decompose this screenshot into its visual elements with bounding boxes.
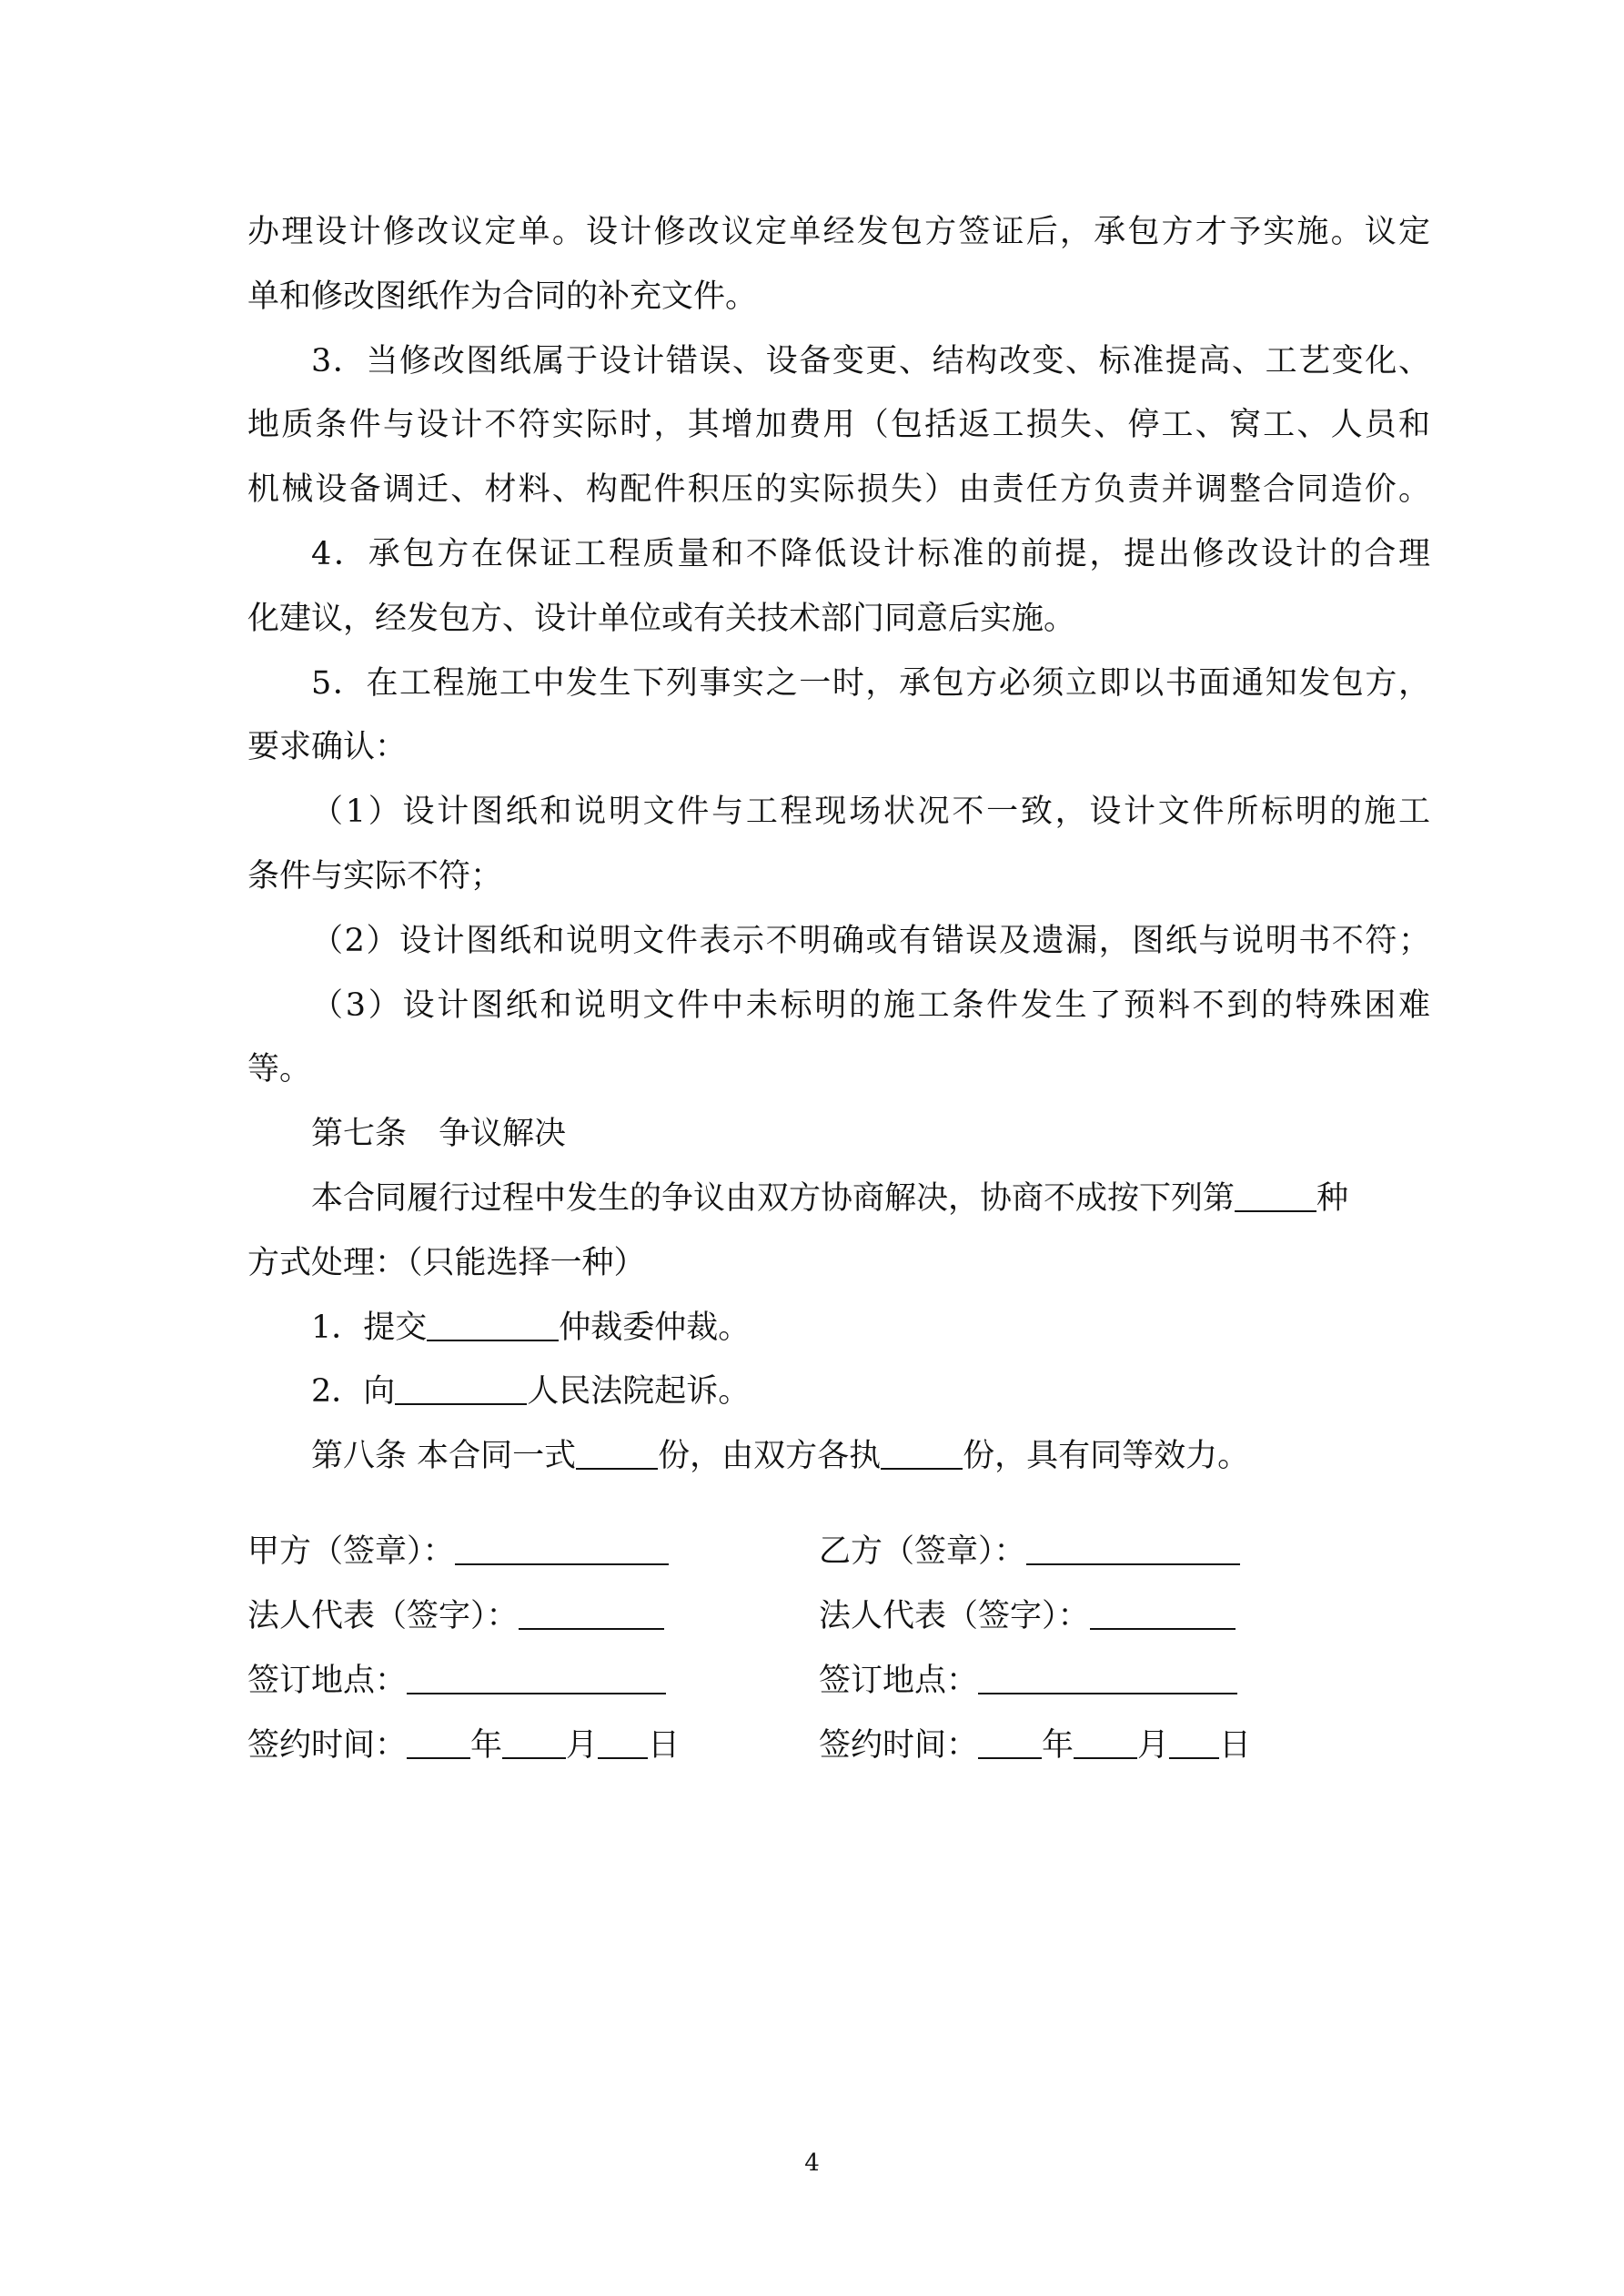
label: 日 bbox=[1219, 1727, 1252, 1764]
day-blank[interactable] bbox=[1169, 1725, 1219, 1759]
party-a-seal-blank[interactable] bbox=[455, 1532, 669, 1565]
label: 年 bbox=[1042, 1727, 1074, 1764]
party-b-legal-rep bbox=[819, 1591, 1236, 1636]
day-blank[interactable] bbox=[598, 1725, 648, 1759]
paragraph-line: 地质条件与设计不符实际时，其增加费用（包括返工损失、停工、窝工、人员和 bbox=[247, 407, 1430, 444]
party-a-legal-rep bbox=[247, 1591, 664, 1636]
text: 份，由双方各执 bbox=[658, 1438, 882, 1475]
text: 本合同履行过程中发生的争议由双方协商解决，协商不成按下列第 bbox=[311, 1179, 1236, 1217]
text: 种 bbox=[1316, 1179, 1349, 1217]
party-a-date bbox=[247, 1720, 680, 1765]
label: 签约时间： bbox=[819, 1727, 979, 1764]
paragraph-line: 要求确认： bbox=[247, 729, 408, 766]
label: 日 bbox=[648, 1727, 681, 1764]
signature-block bbox=[247, 1526, 1430, 1785]
text: 第八条 本合同一式 bbox=[311, 1438, 577, 1475]
copies-each-blank[interactable] bbox=[881, 1436, 963, 1470]
paragraph-line: 条件与实际不符； bbox=[247, 857, 503, 895]
text: 2．向 bbox=[311, 1373, 396, 1411]
label: 法人代表（签字）： bbox=[247, 1598, 519, 1634]
month-blank[interactable] bbox=[502, 1725, 566, 1759]
item-2: （2）设计图纸和说明文件表示不明确或有错误及遗漏，图纸与说明书不符； bbox=[311, 922, 1430, 959]
label: 法人代表（签字）： bbox=[819, 1598, 1090, 1634]
clause-3: 3．当修改图纸属于设计错误、设备变更、结构改变、标准提高、工艺变化、 bbox=[311, 342, 1430, 379]
option-2 bbox=[247, 1360, 1430, 1424]
label: 签约时间： bbox=[247, 1727, 408, 1764]
party-a-rep-blank[interactable] bbox=[519, 1596, 664, 1630]
clause-5: 5．在工程施工中发生下列事实之一时，承包方必须立即以书面通知发包方， bbox=[311, 664, 1430, 702]
item-1: （1）设计图纸和说明文件与工程现场状况不一致，设计文件所标明的施工 bbox=[311, 794, 1430, 831]
label: 乙方（签章）： bbox=[819, 1533, 1026, 1570]
label: 签订地点： bbox=[819, 1663, 979, 1699]
year-blank[interactable] bbox=[978, 1725, 1042, 1759]
paragraph-line: 机械设备调迁、材料、构配件积压的实际损失）由责任方负责并调整合同造价。 bbox=[247, 471, 1430, 509]
article-7-heading: 第七条 争议解决 bbox=[311, 1116, 567, 1153]
clause-4: 4．承包方在保证工程质量和不降低设计标准的前提，提出修改设计的合理 bbox=[311, 535, 1430, 572]
paragraph-line: 办理设计修改议定单。设计修改议定单经发包方签证后，承包方才予实施。议定 bbox=[247, 214, 1430, 250]
text: 1．提交 bbox=[311, 1309, 428, 1346]
page-number: 4 bbox=[804, 2149, 820, 2177]
article-8 bbox=[247, 1424, 1430, 1489]
option-1 bbox=[247, 1296, 1430, 1360]
court-blank[interactable] bbox=[395, 1371, 527, 1405]
text: 仲裁委仲裁。 bbox=[559, 1309, 751, 1346]
year-blank[interactable] bbox=[407, 1725, 470, 1759]
contract-body bbox=[247, 200, 1430, 1489]
paragraph-line: 单和修改图纸作为合同的补充文件。 bbox=[247, 278, 758, 315]
label: 签订地点： bbox=[247, 1663, 408, 1699]
party-a-seal bbox=[247, 1526, 669, 1572]
method-choice-blank[interactable] bbox=[1235, 1178, 1316, 1212]
paragraph-line: 化建议，经发包方、设计单位或有关技术部门同意后实施。 bbox=[247, 600, 1076, 637]
label: 甲方（签章）： bbox=[247, 1533, 455, 1570]
paragraph-line: 等。 bbox=[247, 1051, 312, 1088]
article-7-text bbox=[247, 1167, 1430, 1231]
party-b-place bbox=[819, 1655, 1237, 1701]
paragraph-line: 方式处理：（只能选择一种） bbox=[247, 1244, 646, 1281]
month-blank[interactable] bbox=[1074, 1725, 1137, 1759]
party-b-rep-blank[interactable] bbox=[1090, 1596, 1236, 1630]
item-3: （3）设计图纸和说明文件中未标明的施工条件发生了预料不到的特殊困难 bbox=[311, 986, 1430, 1024]
label: 月 bbox=[566, 1727, 599, 1764]
text: 人民法院起诉。 bbox=[527, 1373, 751, 1411]
party-a-place bbox=[247, 1655, 666, 1701]
party-a-place-blank[interactable] bbox=[407, 1661, 666, 1694]
party-b-date bbox=[819, 1720, 1251, 1765]
party-b-place-blank[interactable] bbox=[978, 1661, 1237, 1694]
copies-blank[interactable] bbox=[576, 1436, 658, 1470]
party-b-seal-blank[interactable] bbox=[1026, 1532, 1240, 1565]
party-b-seal bbox=[819, 1526, 1240, 1572]
arbitration-blank[interactable] bbox=[427, 1308, 559, 1341]
label: 月 bbox=[1137, 1727, 1170, 1764]
label: 年 bbox=[470, 1727, 503, 1764]
text: 份，具有同等效力。 bbox=[963, 1438, 1250, 1475]
